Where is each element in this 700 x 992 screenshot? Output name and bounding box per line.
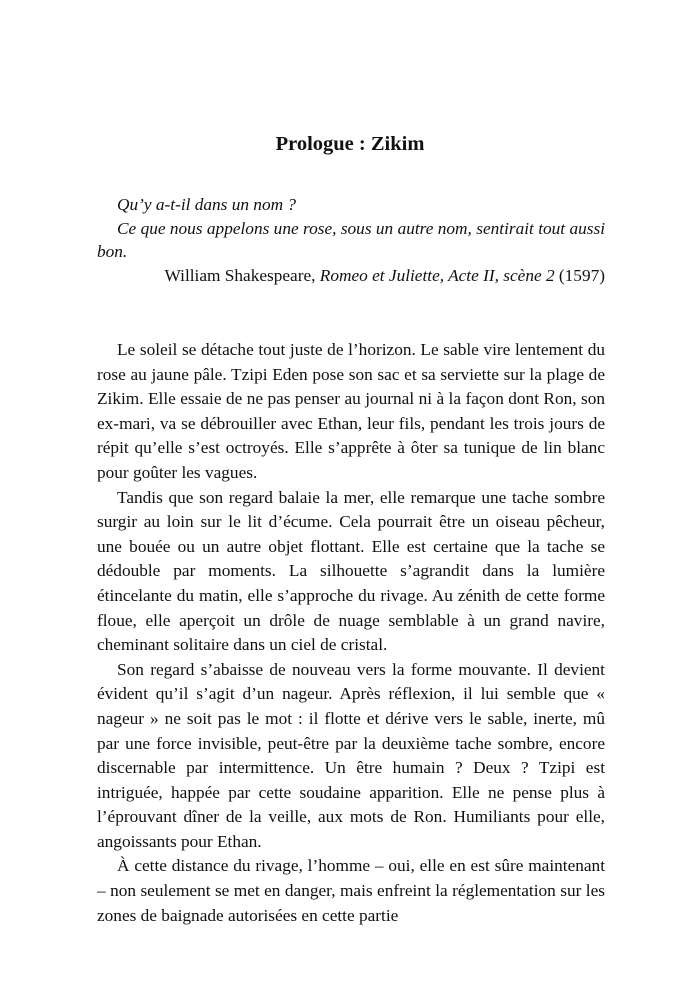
epigraph-year: (1597)	[554, 265, 605, 285]
chapter-title: Prologue : Zikim	[275, 133, 425, 155]
body-text	[97, 338, 605, 928]
epigraph-attribution	[97, 264, 605, 288]
paragraph: Tandis que son regard balaie la mer, elle remarque une tache sombre surgir au loin sur le lit d’écume. Cela pourrait être un oiseau pêcheur, une bouée ou un autre objet flottant. Elle est certaine que la tache se dédouble par moments. La silhouette s’agrandit dans la lumière étincelante du matin, elle s’approche du rivage. Au zénith de cette forme floue, elle aperçoit un drôle de nuage semblable à un grand navire, cheminant solitaire dans un ciel de cristal.	[97, 487, 605, 655]
paragraph: Son regard s’abaisse de nouveau vers la forme mouvante. Il devient évident qu’il s’agit d’un nageur. Après réflexion, il lui semble que « nageur » ne soit pas le mot : il flotte et dérive vers le sable, inerte, mû par une force invisible, peut-être par la deuxième tache sombre, encore discernable par intermittence. Un être humain ? Deux ? Tzipi est intriguée, happée par cette soudaine apparition. Elle ne pense plus à l’éprouvant dîner de la veille, aux mots de Ron. Humiliants pour elle, angoissants pour Ethan.	[97, 659, 605, 851]
paragraph: À cette distance du rivage, l’homme – oui, elle en est sûre maintenant – non seulement se met en danger, mais enfreint la réglementation sur les zones de baignade autorisées en cette partie	[97, 856, 605, 925]
paragraph: Le soleil se détache tout juste de l’horizon. Le sable vire lentement du rose au jaune pâle. Tzipi Eden pose son sac et sa serviette sur la plage de Zikim. Elle essaie de ne pas penser au journal ni à la façon dont Ron, son ex-mari, va se débrouiller avec Ethan, leur fils, pendant les trois jours de répit qu’elle s’est octroyés. Elle s’apprête à ôter sa tunique de lin blanc pour goûter les vagues.	[97, 340, 605, 482]
epigraph-work: Romeo et Juliette, Acte II, scène 2	[319, 265, 555, 285]
epigraph-author: William Shakespeare,	[164, 265, 320, 285]
epigraph	[97, 193, 605, 287]
epigraph-line-2: Ce que nous appelons une rose, sous un autre nom, sentirait tout aussi bon.	[97, 218, 605, 261]
epigraph-line-1: Qu’y a-t-il dans un nom ?	[117, 195, 297, 214]
